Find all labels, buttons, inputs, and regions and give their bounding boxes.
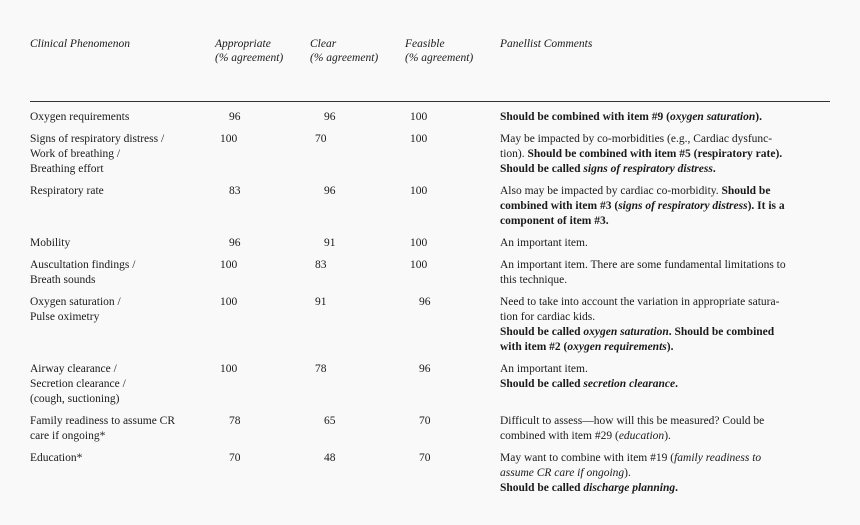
comment-cell: Also may be impacted by cardiac co-morbidity. Should be combined with item #3 (signs of respiratory distress). It is a component of item #3. (500, 185, 785, 227)
clear-cell: 83 (315, 259, 327, 271)
appropriate-cell: 78 (229, 415, 241, 427)
appropriate-cell: 100 (220, 296, 238, 308)
clear-cell: 65 (324, 415, 336, 427)
table-row (30, 295, 830, 362)
clear-cell: 96 (324, 185, 336, 197)
clear-cell: 48 (324, 452, 336, 464)
header-appropriate: Appropriate (% agreement) (215, 38, 284, 64)
feasible-cell: 100 (410, 237, 428, 249)
clear-cell: 96 (324, 111, 336, 123)
comment-cell: Should be combined with item #9 (oxygen saturation). (500, 111, 762, 123)
phenomenon-cell: Respiratory rate (30, 185, 104, 197)
phenomenon-cell: Family readiness to assume CR care if ongoing* (30, 415, 176, 442)
appropriate-cell: 100 (220, 259, 238, 271)
comment-cell: Difficult to assess—how will this be measured? Could be combined with item #29 (education). (500, 415, 765, 442)
comment-cell: An important item. (500, 237, 588, 249)
comment-cell: An important item. There are some fundamental limitations to this technique. (500, 259, 786, 286)
feasible-cell: 96 (419, 363, 431, 375)
appropriate-cell: 83 (229, 185, 241, 197)
phenomenon-cell: Airway clearance / Secretion clearance / (cough, suctioning) (30, 363, 126, 405)
evaluation-table (30, 30, 830, 494)
comment-cell: An important item. Should be called secretion clearance. (500, 363, 678, 390)
clear-cell: 70 (315, 133, 327, 145)
appropriate-cell: 70 (229, 452, 241, 464)
phenomenon-cell: Oxygen saturation / Pulse oximetry (30, 296, 121, 323)
feasible-cell: 100 (410, 185, 428, 197)
appropriate-cell: 96 (229, 237, 241, 249)
table-row (30, 362, 830, 414)
table-row (30, 184, 830, 236)
header-phenomenon: Clinical Phenomenon (30, 38, 130, 50)
comment-cell: Need to take into account the variation in appropriate satura- tion for cardiac kids. Should be called oxygen saturation. Should be combined with item #2 (oxygen requirements). (500, 296, 780, 353)
header-clear: Clear (% agreement) (310, 38, 379, 64)
phenomenon-cell: Education* (30, 452, 83, 464)
table-row (30, 258, 830, 295)
table-row (30, 132, 830, 184)
appropriate-cell: 96 (229, 111, 241, 123)
appropriate-cell: 100 (220, 133, 238, 145)
header-rule (30, 101, 830, 102)
feasible-cell: 70 (419, 452, 431, 464)
feasible-cell: 96 (419, 296, 431, 308)
table-header (30, 30, 830, 72)
table-row (30, 236, 830, 258)
phenomenon-cell: Auscultation findings / Breath sounds (30, 259, 136, 286)
phenomenon-cell: Mobility (30, 237, 71, 249)
table-row (30, 110, 830, 132)
comment-cell: May want to combine with item #19 (family readiness to assume CR care if ongoing). Should be called discharge planning. (500, 452, 762, 494)
clear-cell: 78 (315, 363, 327, 375)
header-feasible: Feasible (% agreement) (405, 38, 474, 64)
clear-cell: 91 (324, 237, 336, 249)
phenomenon-cell: Signs of respiratory distress / Work of breathing / Breathing effort (30, 133, 165, 175)
comment-cell: May be impacted by co-morbidities (e.g., Cardiac dysfunc- tion). Should be combined with item #5 (respiratory rate). Should be called signs of respiratory distress. (500, 133, 783, 175)
table-row (30, 414, 830, 451)
header-comments: Panellist Comments (500, 38, 593, 50)
feasible-cell: 70 (419, 415, 431, 427)
data-table (30, 110, 830, 503)
appropriate-cell: 100 (220, 363, 238, 375)
phenomenon-cell: Oxygen requirements (30, 111, 130, 123)
feasible-cell: 100 (410, 259, 428, 271)
clear-cell: 91 (315, 296, 327, 308)
table-row (30, 451, 830, 503)
feasible-cell: 100 (410, 133, 428, 145)
feasible-cell: 100 (410, 111, 428, 123)
